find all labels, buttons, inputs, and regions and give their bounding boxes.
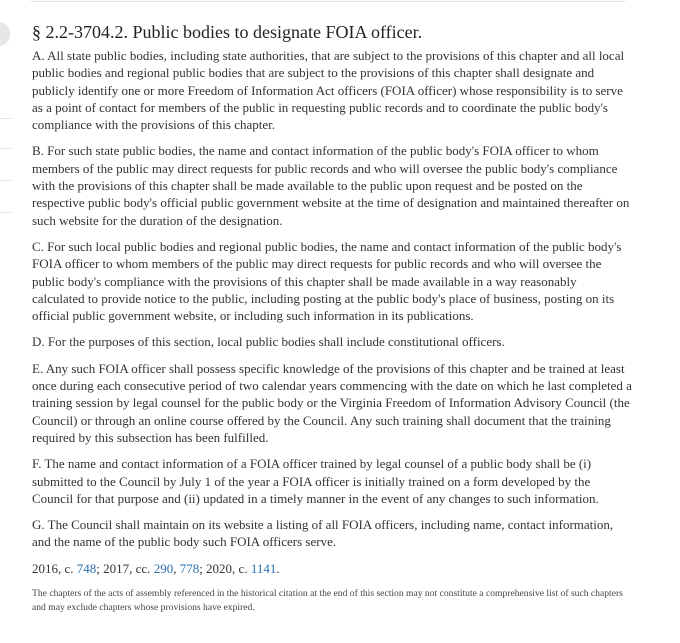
paragraph-e: E. Any such FOIA officer shall possess specific knowledge of the provisions of this chapter and be trained at least once during each consecutive period of two calendar years commencing with the date on which he last completed a training session by legal counsel for the public body or the Virginia Freedom of Information Advisory Council (the Council) or through an online course offered by the Council. Any such training shall document that the training required by this subsection has been fulfilled. bbox=[32, 360, 632, 445]
left-rail bbox=[0, 0, 14, 643]
paragraph-d: D. For the purposes of this section, local public bodies shall include constitutional officers. bbox=[32, 334, 505, 350]
history-text: , bbox=[173, 560, 180, 576]
rail-divider bbox=[0, 212, 12, 213]
footnote: The chapters of the acts of assembly referenced in the historical citation at the end of this section may not constitute a comprehensive list of such chapters and may exclude chapters whose provisions have expired. bbox=[32, 587, 623, 613]
paragraph-c: C. For such local public bodies and regional public bodies, the name and contact information of the public body's FOIA officer to whom members of the public may direct requests for public records and who will oversee the public body's compliance with the provisions of this chapter shall be made available in a way reasonably calculated to provide notice to the public, including posting at the public body's place of business, posting on its official public government website, or including such information in its publications. bbox=[32, 238, 622, 324]
history-text: 2016, c. bbox=[32, 560, 77, 576]
paragraph-f: F. The name and contact information of a FOIA officer trained by legal counsel of a public body shall be (i) submitted to the Council by July 1 of the year a FOIA officer is initially trained on a form developed by the Council for that purpose and (ii) updated in a timely manner in the event of any changes to such information. bbox=[32, 456, 599, 506]
sidebar-toggle-tab[interactable] bbox=[0, 22, 10, 46]
paragraph-g: G. The Council shall maintain on its website a listing of all FOIA officers, including name, contact information, and the name of the public body such FOIA officers serve. bbox=[32, 517, 614, 550]
chapter-link-1141[interactable]: 1141 bbox=[250, 560, 277, 576]
paragraph-a: A. All state public bodies, including state authorities, that are subject to the provisions of this chapter and all local public bodies and regional public bodies that are subject to the provisions of this chapter shall designate and publicly identify one or more Freedom of Information Act officers (FOIA officer) whose responsibility is to serve as a point of contact for members of the public in requesting public records and to coordinate the public body's compliance with the provisions of this chapter. bbox=[32, 48, 625, 133]
history-citation bbox=[32, 560, 632, 577]
chapter-link-290[interactable]: 290 bbox=[153, 560, 174, 576]
chapter-link-778[interactable]: 778 bbox=[179, 560, 200, 576]
top-search-bar-edge bbox=[30, 0, 626, 2]
rail-divider bbox=[0, 118, 12, 119]
rail-divider bbox=[0, 180, 12, 181]
history-text: ; 2020, c. bbox=[199, 560, 251, 576]
history-text: ; 2017, cc. bbox=[96, 560, 154, 576]
rail-divider bbox=[0, 148, 12, 149]
chapter-link-748[interactable]: 748 bbox=[76, 560, 97, 576]
history-text: . bbox=[276, 560, 280, 576]
section-content bbox=[32, 20, 632, 615]
section-title: § 2.2-3704.2. Public bodies to designate FOIA officer. bbox=[32, 22, 423, 42]
paragraph-b: B. For such state public bodies, the name and contact information of the public body's FOIA officer to whom members of the public may direct requests for public records and who will oversee the public body's compliance with the provisions of this chapter shall be made available to the public upon request and be posted on the respective public body's official public government website at the time of designation and maintained thereafter on such website for the duration of the designation. bbox=[32, 143, 630, 228]
